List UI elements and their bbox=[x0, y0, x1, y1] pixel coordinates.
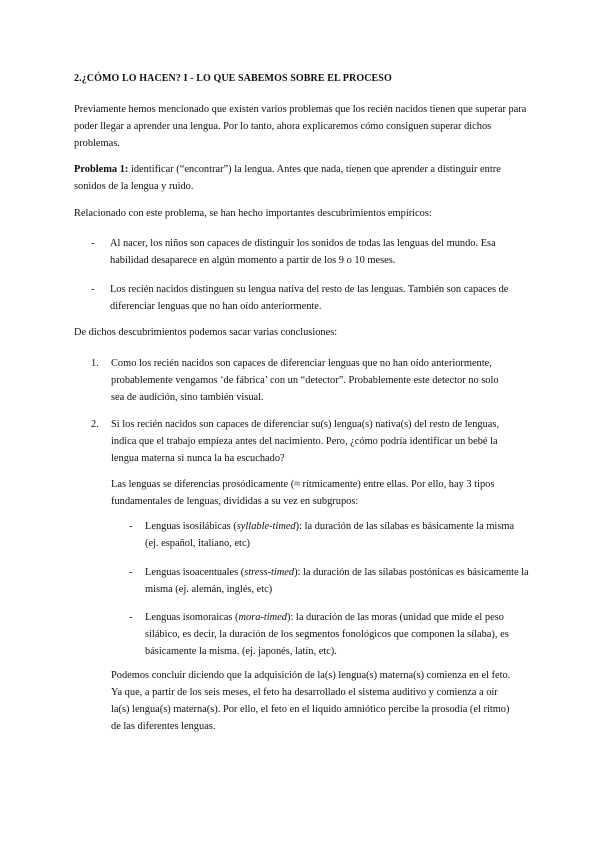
problem-1-label: Problema 1: bbox=[74, 164, 129, 175]
final-paragraph: Podemos concluir diciendo que la adquisición de la(s) lengua(s) materna(s) comienza en el feto. Ya que, a partir de los seis meses, el feto ha desarrollado el sistema auditivo y comienza a oír la(s) lengua(s) materna(s). Por ello, el feto en el líquido amniótico percibe la prosodia (el ritmo) de las diferentes lenguas. bbox=[111, 670, 511, 732]
numbered-item bbox=[91, 355, 521, 407]
bullet-text: Al nacer, los niños son capaces de distinguir los sonidos de todas las lenguas del mundo. Esa habilidad desaparece en algún momento a partir de los 9 o 10 meses. bbox=[110, 238, 496, 266]
term: stress-timed bbox=[244, 567, 295, 578]
conclusions-intro: De dichos descubrimientos podemos sacar varias conclusiones: bbox=[74, 327, 338, 338]
section-heading: 2.¿CÓMO LO HACEN? I - LO QUE SABEMOS SOBRE EL PROCESO bbox=[74, 73, 392, 84]
language-types-intro: Las lenguas se diferencias prosódicamente (≈ rítmicamente) entre ellas. Por ello, hay 3 tipos fundamentales de lenguas, divididas a su vez en subgrupos: bbox=[111, 479, 495, 507]
numbered-text: Como los recién nacidos son capaces de diferenciar lenguas que no han oído anteriormente, probablemente vengamos ‘de fábrica’ con un “detector”. Probablemente este detector no solo sea de audición, sino también visual. bbox=[111, 358, 499, 403]
sub-list-text: Lenguas isosilábicas (syllable-timed): la duración de las sílabas es básicamente la misma (ej. español, italiano, etc) bbox=[145, 521, 515, 549]
problem-1-paragraph bbox=[74, 161, 534, 195]
sub-list-text: Lenguas isomoraicas (mora-timed): la duración de las moras (unidad que mide el peso silábico, es decir, la duración de los segmentos fonológicos que componen la sílaba), es básicamente la misma. (ej. japonés, latín, etc). bbox=[145, 612, 509, 657]
bullet-marker: - bbox=[91, 284, 95, 295]
number-marker: 1. bbox=[91, 358, 99, 369]
numbered-item bbox=[91, 416, 521, 468]
sub-list-item bbox=[129, 518, 529, 552]
list-item bbox=[91, 235, 521, 269]
sub-list-item bbox=[129, 609, 529, 661]
term: mora-timed bbox=[238, 612, 287, 623]
bullet-marker: - bbox=[129, 521, 133, 532]
intro-paragraph: Previamente hemos mencionado que existen varios problemas que los recién nacidos tienen que superar para poder llegar a aprender una lengua. Por lo tanto, ahora explicaremos cómo consiguen superar dichos problemas. bbox=[74, 104, 527, 149]
problem-1-text: identificar (“encontrar”) la lengua. Antes que nada, tienen que aprender a distinguir entre sonidos de la lengua y ruido. bbox=[74, 164, 501, 192]
bullet-marker: - bbox=[129, 567, 133, 578]
bullet-marker: - bbox=[91, 238, 95, 249]
sub-list-item bbox=[129, 564, 529, 598]
discoveries-intro: Relacionado con este problema, se han hecho importantes descubrimientos empíricos: bbox=[74, 208, 432, 219]
bullet-text: Los recién nacidos distinguen su lengua nativa del resto de las lenguas. También son capaces de diferenciar lenguas que no han oído anteriormente. bbox=[110, 284, 509, 312]
sub-list-text: Lenguas isoacentuales (stress-timed): la duración de las sílabas postónicas es básicamente la misma (ej. alemán, inglés, etc) bbox=[145, 567, 529, 595]
bullet-marker: - bbox=[129, 612, 133, 623]
numbered-text: Si los recién nacidos son capaces de diferenciar su(s) lengua(s) nativa(s) del resto de lenguas, indica que el trabajo empieza antes del nacimiento. Pero, ¿cómo podría identificar un bebé la lengua materna si nunca la ha escuchado? bbox=[111, 419, 500, 464]
list-item bbox=[91, 281, 521, 315]
term: syllable-timed bbox=[236, 521, 296, 532]
number-marker: 2. bbox=[91, 419, 99, 430]
